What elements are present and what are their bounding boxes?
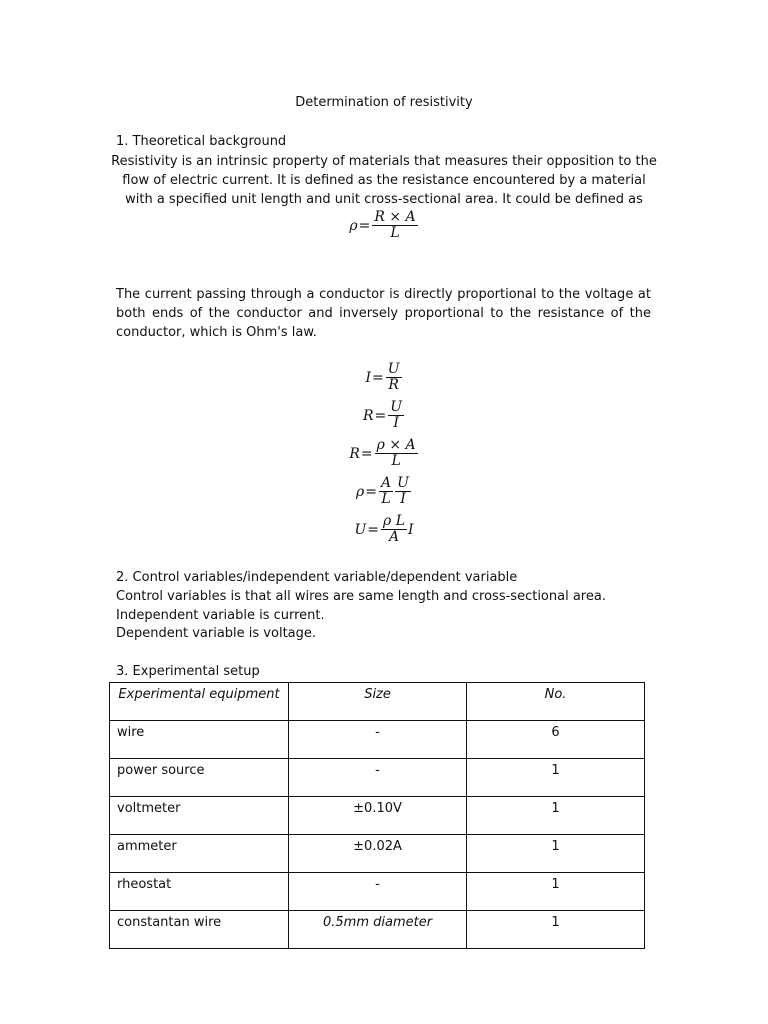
control-variables-text: Control variables is that all wires are same length and cross-sectional area. (116, 589, 606, 604)
formula-lhs: ρ (356, 483, 365, 500)
resistivity-paragraph: Resistivity is an intrinsic property of materials that measures their opposition to the flow of electric current. It is defined as the resistance encountered by a material with a specified unit length and unit cross-sectional area. It could be defined as (111, 154, 657, 207)
formula-fraction (372, 210, 417, 241)
number-cell: 1 (467, 911, 645, 949)
formula-equals: = (365, 483, 378, 500)
equipment-table (109, 682, 645, 949)
equipment-cell: power source (110, 759, 289, 797)
header-number: No. (467, 683, 645, 721)
table-row (110, 797, 645, 835)
formula-denominator: L (391, 453, 401, 469)
document-title: Determination of resistivity (295, 95, 473, 110)
number-cell: 1 (467, 797, 645, 835)
equipment-cell: rheostat (110, 873, 289, 911)
formula-numerator: A (381, 475, 392, 491)
formula-numerator: U (390, 399, 403, 415)
formula-fraction (386, 362, 402, 393)
formula-numerator: ρ × A (376, 437, 416, 453)
formula-denominator: A (388, 529, 400, 545)
table-row (110, 721, 645, 759)
section-2-heading: 2. Control variables/independent variable/dependent variable (116, 570, 518, 585)
section-1-heading: 1. Theoretical background (116, 134, 287, 149)
size-cell: - (289, 759, 467, 797)
formula-lhs: U (354, 521, 367, 538)
header-size: Size (289, 683, 467, 721)
size-cell: - (289, 721, 467, 759)
formula-fraction (379, 476, 393, 507)
formula-fraction (388, 400, 404, 431)
formula-fraction (395, 476, 411, 507)
dependent-variable-text: Dependent variable is voltage. (116, 626, 317, 641)
formula-lhs: ρ (349, 217, 358, 234)
formula-equals: = (374, 407, 387, 424)
formula-numerator: ρ L (383, 513, 405, 529)
size-cell: ±0.10V (289, 797, 467, 835)
formula-denominator: L (390, 225, 400, 241)
formula-u-equals-rho-l-over-a-times-i (0, 514, 768, 545)
table-row (110, 911, 645, 949)
formula-numerator: R × A (374, 209, 416, 225)
equipment-cell: voltmeter (110, 797, 289, 835)
formula-denominator: R (388, 377, 399, 393)
size-cell: - (289, 873, 467, 911)
number-cell: 1 (467, 873, 645, 911)
size-cell: ±0.02A (289, 835, 467, 873)
formula-r-equals-u-over-i (0, 400, 768, 431)
formula-lhs: R (362, 407, 374, 424)
formula-equals: = (367, 521, 380, 538)
independent-variable-text: Independent variable is current. (116, 608, 325, 623)
formula-equals: = (360, 445, 373, 462)
number-cell: 1 (467, 835, 645, 873)
formula-denominator: I (393, 415, 399, 431)
table-header-row (110, 683, 645, 721)
table-row (110, 835, 645, 873)
resistivity-formula (0, 210, 768, 241)
size-cell: 0.5mm diameter (289, 911, 467, 949)
formula-numerator: U (387, 361, 400, 377)
formula-numerator: U (397, 475, 409, 491)
formula-fraction (375, 438, 418, 469)
formula-equals: = (358, 217, 371, 234)
formula-equals: = (371, 369, 384, 386)
ohms-law-paragraph: The current passing through a conductor is directly proportional to the voltage at both ends of the conductor and inversely proportional to the resistance of the conductor, which is Ohm's law. (116, 287, 651, 340)
formula-i-equals-u-over-r (0, 362, 768, 393)
number-cell: 6 (467, 721, 645, 759)
formula-rho-equals-a-over-l-times-u-over-i (0, 476, 768, 507)
formula-r-equals-rho-a-over-l (0, 438, 768, 469)
formula-tail: I (408, 521, 414, 538)
section-3-heading: 3. Experimental setup (116, 664, 260, 679)
formula-denominator: I (400, 491, 406, 507)
equipment-cell: wire (110, 721, 289, 759)
equipment-cell: ammeter (110, 835, 289, 873)
formula-denominator: L (381, 491, 391, 507)
number-cell: 1 (467, 759, 645, 797)
equipment-cell: constantan wire (110, 911, 289, 949)
table-row (110, 759, 645, 797)
formula-fraction (381, 514, 407, 545)
table-row (110, 873, 645, 911)
header-equipment: Experimental equipment (110, 683, 289, 721)
formula-lhs: R (349, 445, 360, 462)
formula-lhs: I (365, 369, 371, 386)
